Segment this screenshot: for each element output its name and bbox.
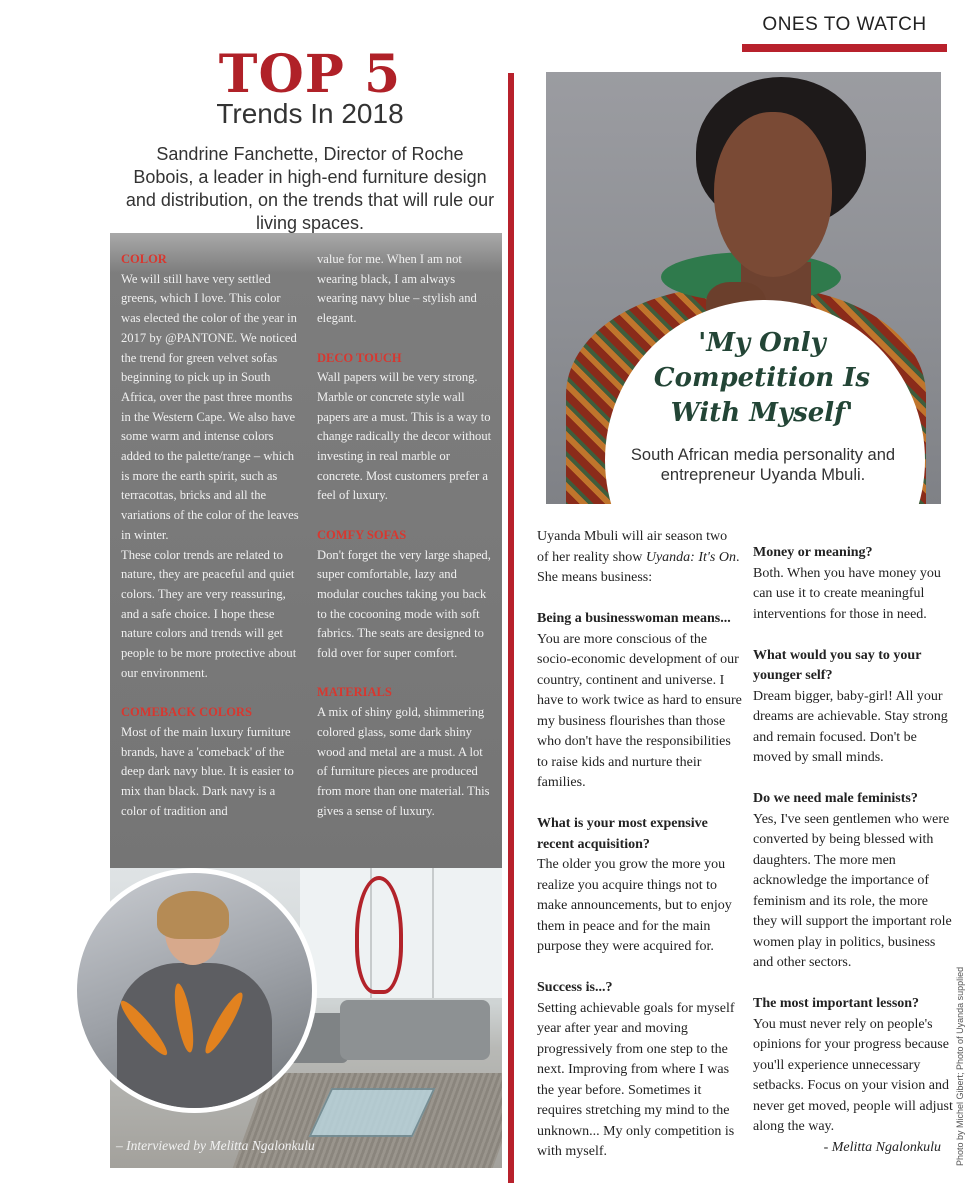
red-sculpture [355,876,403,994]
top5-intro: Sandrine Fanchette, Director of Roche Bobois, a leader in high-end furniture design and distribution, on the trends that will rule our living spaces. [125,144,495,233]
comeback-continued: value for me. When I am not wearing black, I am always wearing navy blue – stylish and elegant. [317,252,477,326]
answer-lesson: You must never rely on people's opinions for your progress because you'll experience unnecessary setbacks. Focus on your vision and never get moved, people will adjust along the way. [753,1016,953,1134]
sofa [340,1000,490,1060]
top5-title: TOP 5 [218,44,402,105]
question-male-feminists: Do we need male feminists? [753,791,918,806]
answer-money: Both. When you have money you can use it to create meaningful interventions for those in need. [753,565,941,622]
trends-column-left [121,250,299,821]
trends-column-right [317,250,495,821]
portrait-body [117,963,272,1113]
interview-caption: – Interviewed by Melitta Ngalonkulu [116,1138,315,1153]
answer-younger-self: Dream bigger, baby-girl! All your dreams are achievable. Stay strong and remain focused. Don't be moved by small minds. [753,688,948,765]
column-divider [508,73,514,1183]
sofas-body: Don't forget the very large shaped, super comfortable, lazy and modular couches taking you back to the cocooning mode with soft fabrics. The seats are designed to fold over for super comfort. [317,547,491,661]
question-lesson: The most important lesson? [753,996,920,1011]
pull-quote: 'My Only Competition Is With Myself' [653,328,871,428]
window-pane [434,868,502,998]
comeback-body: Most of the main luxury furniture brands, have a 'comeback' of the deep dark navy blue. It is easier to mix than black. Dark navy is a color of tradition and [121,724,294,818]
question-younger-self: What would you say to your younger self? [753,647,922,683]
question-businesswoman: Being a businesswoman means... [537,611,731,626]
interview-intro: Uyanda Mbuli will air season two of her reality show Uyanda: It's On. She means business: [537,529,740,585]
portrait-hair [157,891,229,939]
color-body-2: These color trends are related to nature, they are peaceful and quiet colors. They are very reassuring, and a safe choice. I hope these nature colors and trends will get people to be more protective about our environment. [121,547,297,680]
sofas-heading: COMFY SOFAS [317,527,407,542]
pull-quote-subtitle: South African media personality and entrepreneur Uyanda Mbuli. [630,446,896,484]
section-bar [742,44,947,52]
answer-businesswoman: You are more conscious of the socio-economic development of our country, continent and universe. I have to work twice as hard to ensure my business flourishes than those who don't have the responsibilities to raise kids and nurture their families. [537,631,742,790]
section-label: ONES TO WATCH [762,14,927,35]
author-signature: - Melitta Ngalonkulu [823,1139,941,1155]
materials-heading: MATERIALS [317,685,392,700]
color-heading: COLOR [121,252,167,266]
top5-subtitle: Trends In 2018 [216,98,404,129]
answer-acquisition: The older you grow the more you realize you acquire things not to make announcements, but to enjoy them in peace and for the main purpose they were acquired for. [537,857,732,954]
color-body: We will still have very settled greens, which I love. This color was elected the color of the year in 2017 by @PANTONE. We noticed the trend for green velvet sofas beginning to pick up in South Africa, over the past three months in the Western Cape. We also have some warm and intense colors added to the palette/range – which is more the earth spirit, such as terracottas, bricks and all the variations of the color of the leaves in winter. [121,271,299,542]
question-money: Money or meaning? [753,545,873,560]
interview-column-right [753,543,953,1158]
question-acquisition: What is your most expensive recent acquisition? [537,816,708,852]
face [714,112,832,277]
answer-success: Setting achievable goals for myself year after year and moving progressively from one step to the next. Improving from where I was the year before. Sometimes it requires stretching my mind to the unknown... My only competition is with myself. [537,1000,735,1159]
interview-column-left [537,527,742,1163]
answer-male-feminists: Yes, I've seen gentlemen who were converted by being blessed with daughters. The more men acknowledge the importance of feminism and its role, the more they will support the important role women play in politics, business and other sectors. [753,811,952,970]
deco-body: Wall papers will be very strong. Marble or concrete style wall papers are a must. This is a way to change radically the decor without investing in real marble or concrete. Most customers prefer a feel of luxury. [317,370,492,503]
photo-credit: Photo by Michel Gibert; Photo of Uyanda supplied [955,966,965,1166]
comeback-heading: COMEBACK COLORS [121,705,252,720]
materials-body: A mix of shiny gold, shimmering colored glass, some dark shiny wood and metal are a must. A lot of furniture pieces are produced from more than one material. This gives a sense of luxury. [317,705,490,818]
show-title: Uyanda: It's On [645,549,736,565]
question-success: Success is...? [537,980,613,995]
deco-heading: DECO TOUCH [317,350,402,365]
sandrine-portrait [72,868,317,1113]
